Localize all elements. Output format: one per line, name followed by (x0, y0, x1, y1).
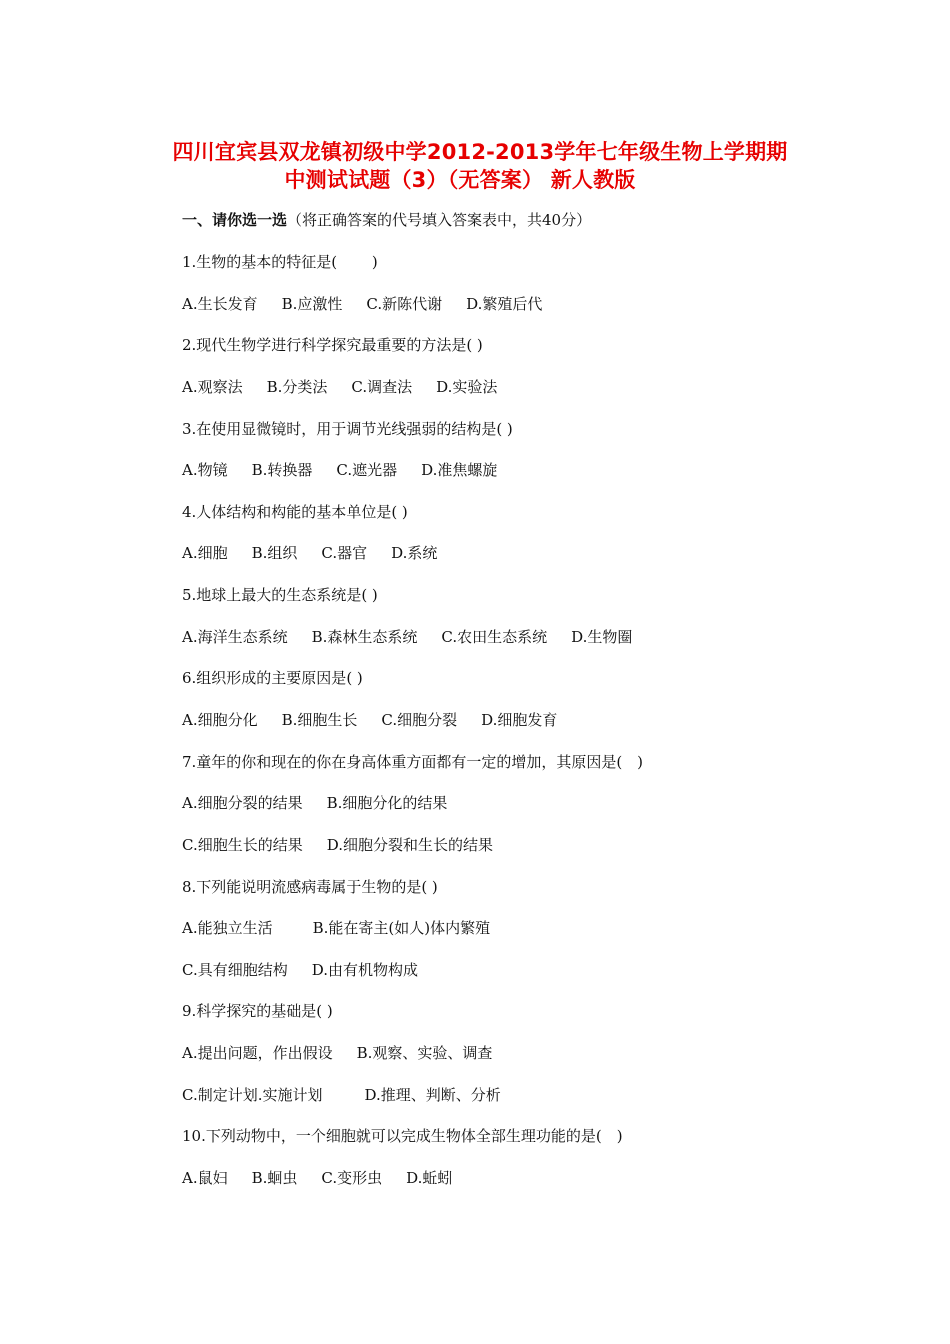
option-b: B.应激性 (281, 295, 343, 313)
question-3: 3.在使用显微镜时，用于调节光线强弱的结构是( ) (182, 420, 513, 438)
question-1-options (182, 293, 566, 315)
question-5: 5.地球上最大的生态系统是( ) (182, 586, 378, 604)
option-b: B.观察、实验、调查 (356, 1044, 493, 1062)
option-a: A.海洋生态系统 (182, 628, 288, 646)
question-8: 8.下列能说明流感病毒属于生物的是( ) (182, 878, 438, 896)
option-a: A.能独立生活 (182, 919, 273, 937)
option-d: D.由有机物构成 (311, 961, 418, 979)
option-b: B.细胞生长 (281, 711, 358, 729)
option-a: A.鼠妇 (182, 1169, 228, 1187)
option-d: D.繁殖后代 (466, 295, 543, 313)
section-heading-label: 一、请你选一选 (182, 211, 288, 229)
option-c: C.变形虫 (321, 1169, 383, 1187)
question-7-options-row-2 (182, 834, 517, 856)
option-a: A.细胞分化 (182, 711, 258, 729)
option-d: D.蚯蚓 (406, 1169, 453, 1187)
option-b: B.组织 (251, 544, 298, 562)
option-a: A.物镜 (182, 461, 228, 479)
option-b: B.能在寄主(如人)体内繁殖 (312, 919, 491, 937)
title-line-2: 中测试试题（3）（无答案） 新人教版 (284, 168, 636, 192)
question-6: 6.组织形成的主要原因是( ) (182, 669, 363, 687)
option-b: B.森林生态系统 (311, 628, 418, 646)
option-d: D.生物圈 (571, 628, 633, 646)
option-c: C.细胞生长的结果 (182, 836, 303, 854)
document-title (150, 138, 810, 194)
question-5-options (182, 626, 656, 648)
question-10-options (182, 1167, 476, 1189)
option-a: A.提出问题，作出假设 (182, 1044, 333, 1062)
question-9-options-row-1 (182, 1042, 516, 1064)
option-a: A.生长发育 (182, 295, 258, 313)
option-c: C.器官 (321, 544, 368, 562)
question-2-options (182, 376, 521, 398)
option-d: D.细胞分裂和生长的结果 (326, 836, 493, 854)
question-7-options-row-1 (182, 792, 471, 814)
question-4: 4.人体结构和构能的基本单位是( ) (182, 503, 408, 521)
question-4-options (182, 542, 461, 564)
option-c: C.调查法 (351, 378, 413, 396)
option-a: A.观察法 (182, 378, 243, 396)
option-c: C.遮光器 (336, 461, 398, 479)
option-a: A.细胞 (182, 544, 228, 562)
option-d: D.细胞发育 (481, 711, 558, 729)
option-c: C.制定计划.实施计划 (182, 1086, 323, 1104)
option-d: D.推理、判断、分析 (364, 1086, 501, 1104)
option-d: D.系统 (391, 544, 438, 562)
option-c: C.具有细胞结构 (182, 961, 288, 979)
question-2: 2.现代生物学进行科学探究最重要的方法是( ) (182, 336, 483, 354)
question-3-options (182, 459, 521, 481)
question-8-options-row-2 (182, 959, 442, 981)
option-a: A.细胞分裂的结果 (182, 794, 303, 812)
option-b: B.细胞分化的结果 (326, 794, 448, 812)
option-b: B.蛔虫 (251, 1169, 298, 1187)
question-10: 10.下列动物中，一个细胞就可以完成生物体全部生理功能的是( ) (182, 1127, 623, 1145)
title-line-1: 四川宜宾县双龙镇初级中学2012-2013学年七年级生物上学期期 (172, 140, 788, 164)
question-8-options-row-1 (182, 917, 514, 939)
question-9-options-row-2 (182, 1084, 525, 1106)
option-c: C.新陈代谢 (366, 295, 443, 313)
section-heading-note: （将正确答案的代号填入答案表中，共40分） (287, 211, 592, 229)
question-1: 1.生物的基本的特征是( ) (182, 253, 378, 271)
question-7: 7.童年的你和现在的你在身高体重方面都有一定的增加，其原因是( ) (182, 753, 644, 771)
option-c: C.细胞分裂 (381, 711, 458, 729)
option-d: D.准焦螺旋 (421, 461, 498, 479)
question-6-options (182, 709, 581, 731)
option-c: C.农田生态系统 (441, 628, 548, 646)
section-heading (182, 209, 591, 231)
question-9: 9.科学探究的基础是( ) (182, 1002, 333, 1020)
option-b: B.转换器 (251, 461, 313, 479)
option-b: B.分类法 (266, 378, 328, 396)
option-d: D.实验法 (436, 378, 498, 396)
